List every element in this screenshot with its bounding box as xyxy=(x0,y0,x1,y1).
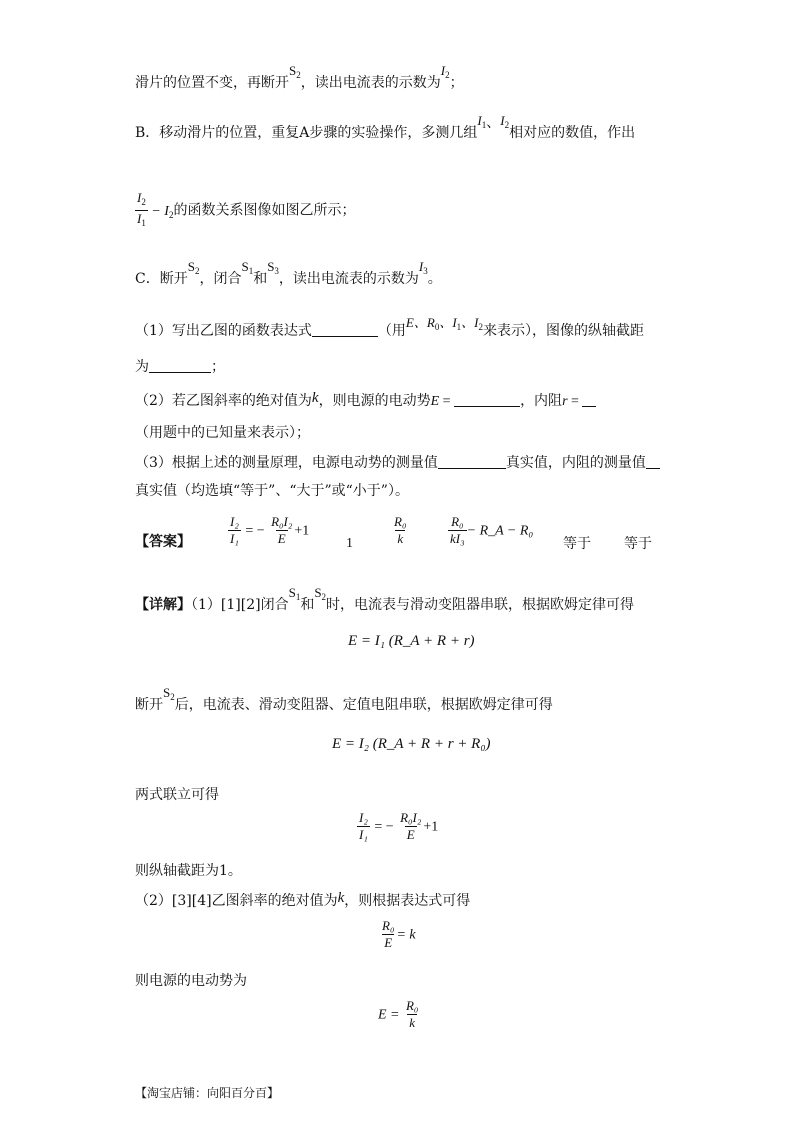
question-2: （2）若乙图斜率的绝对值为k，则电源的电动势E = ，内阻r = xyxy=(135,392,596,411)
symbol: $S_1$ xyxy=(241,259,254,276)
text: 和 xyxy=(253,271,268,287)
text: ，读出电流表的示数为 xyxy=(278,271,419,287)
equation-4: $\frac{\text{R₀}}{E}$ = k xyxy=(382,918,416,950)
symbol: $I_3$ xyxy=(418,259,428,276)
answer-blank[interactable] xyxy=(582,392,596,407)
text: 滑片的位置不变，再断开 xyxy=(135,75,289,91)
symbol: $S_2$ xyxy=(289,63,301,80)
symbol: $S_3$ xyxy=(267,259,279,276)
text: ，读出电流表的示数为 xyxy=(300,75,441,91)
detail-line-6: 则电源的电动势为 xyxy=(135,973,247,989)
symbol: $S_2$ xyxy=(187,259,200,276)
text: ； xyxy=(449,75,464,91)
equation-5: E = $\frac{\text{R₀}}{k}$ xyxy=(378,998,419,1030)
question-3: （3）根据上述的测量原理，电源电动势的测量值 真实值，内阻的测量值 xyxy=(135,454,660,472)
question-1: （1）写出乙图的函数表达式 （用E、$R_0$、$I_1$、$I_2$来表示），图像的纵轴截距 xyxy=(135,315,644,339)
answer-blank[interactable] xyxy=(149,358,211,373)
answer-6: 等于 xyxy=(624,536,652,552)
text: 相对应的数值，作出 xyxy=(509,125,636,141)
text-line: $\frac{I_2}{I_1}$ − $I_2$的函数关系图像如图乙所示； xyxy=(135,190,355,231)
text-line: B．移动滑片的位置，重复A步骤的实验操作，多测几组$I_1$、$I_2$相对应的数值，作出 xyxy=(135,113,636,141)
answer-2: 1 xyxy=(346,536,353,551)
detail-line-3: 两式联立可得 xyxy=(135,787,219,803)
answer-label: 【答案】 xyxy=(135,534,191,550)
text-line xyxy=(135,259,442,292)
text-line xyxy=(135,63,464,96)
fraction: $\frac{I_2}{I_1}$ xyxy=(135,190,148,231)
symbol: $I_2$ xyxy=(500,113,510,130)
answer-blank[interactable] xyxy=(312,322,378,337)
text: C．断开 xyxy=(135,271,188,287)
answer-blank[interactable] xyxy=(438,454,506,469)
question-1-cont: 为 ； xyxy=(135,359,225,375)
question-3-cont: 真实值（均选填“等于”、“大于”或“小于”）。 xyxy=(135,483,409,499)
text: 的函数关系图像如图乙所示； xyxy=(173,202,356,219)
text: 。 xyxy=(427,271,442,287)
answer-formula-4: $\frac{\text{R₀}}{\text{kI₃}}$ − R_A − R₀ xyxy=(450,514,534,546)
equation-1: E = I₁ (R_A + R + r) xyxy=(348,633,475,649)
detail-line-4: 则纵轴截距为1。 xyxy=(135,863,242,879)
detail-line-2: 断开$S_2$后，电流表、滑动变阻器、定值电阻串联，根据欧姆定律可得 xyxy=(135,685,553,713)
answer-blank[interactable] xyxy=(454,392,520,407)
symbol: $I_2$ xyxy=(440,63,450,80)
detail-line-5: （2）[3][4]乙图斜率的绝对值为k，则根据表达式可得 xyxy=(135,890,471,909)
equation-2: E = I₂ (R_A + R + r + R₀) xyxy=(332,736,491,752)
text: B．移动滑片的位置，重复A步骤的实验操作，多测几组 xyxy=(135,125,478,141)
answer-5: 等于 xyxy=(563,536,591,552)
answer-blank[interactable] xyxy=(646,454,660,469)
text: ，闭合 xyxy=(199,271,242,287)
answer-formula-3: $\frac{\text{R₀}}{k}$ xyxy=(394,514,407,546)
answer-formula-1: $\frac{\text{I₂}}{\text{I₁}}$ = − $\frac{\text{R₀I₂}}{E}$ +1 xyxy=(230,514,310,546)
symbol: $I_1$ xyxy=(477,113,487,130)
footer-shop-label: 【淘宝店铺：向阳百分百】 xyxy=(135,1086,280,1100)
question-2-cont: （用题中的已知量来表示）； xyxy=(135,425,310,441)
detail-line-1: 【详解】（1）[1][2]闭合$S_1$和$S_2$时，电流表与滑动变阻器串联，根据欧姆定律可得 xyxy=(135,585,635,613)
equation-3: $\frac{\text{I₂}}{\text{I₁}}$ = − $\frac{\text{R₀I₂}}{E}$ +1 xyxy=(359,810,439,842)
